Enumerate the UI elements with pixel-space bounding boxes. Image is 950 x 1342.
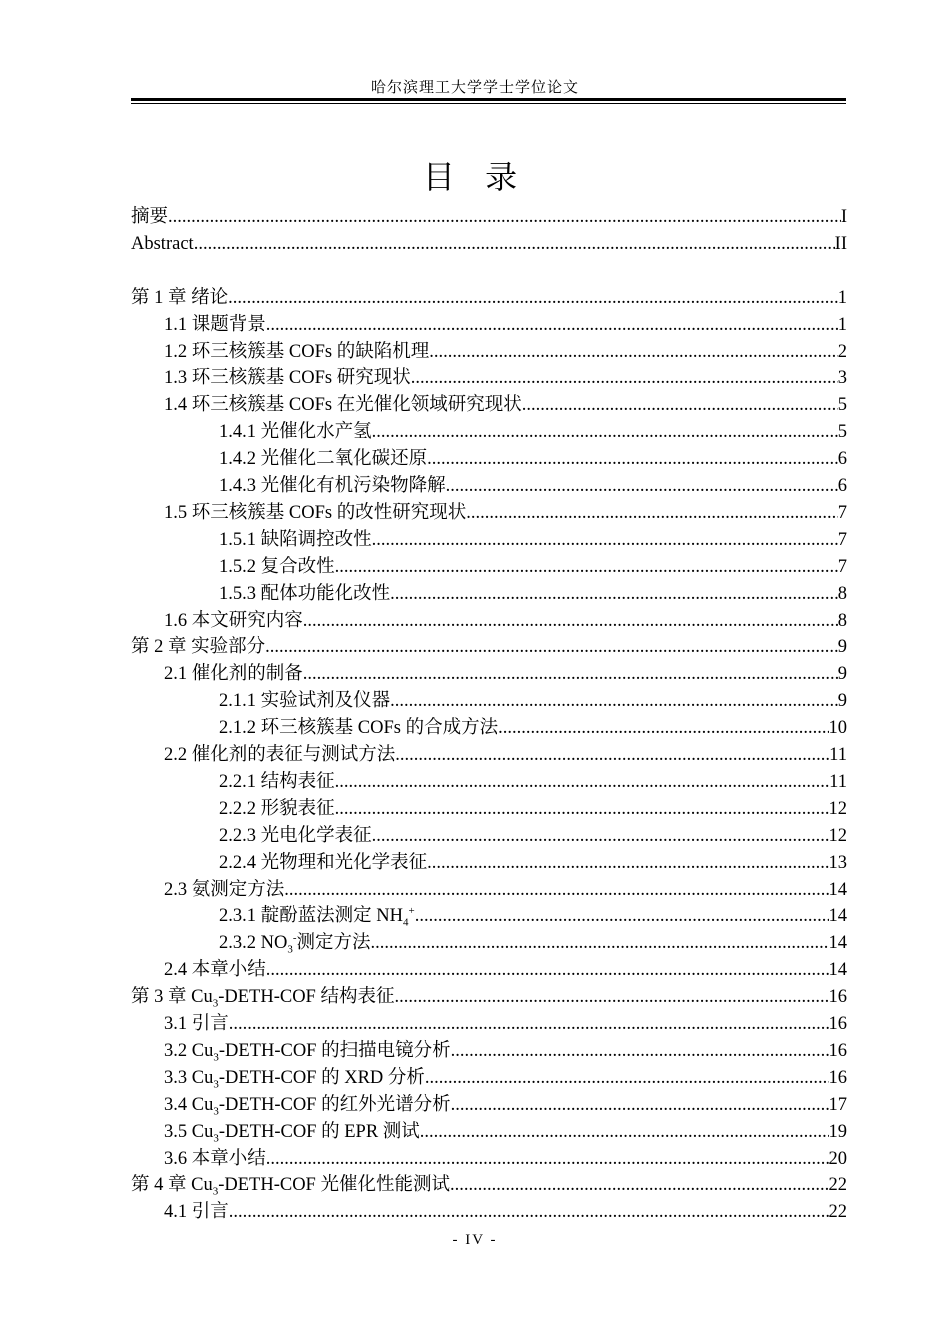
toc-entry[interactable] [131,823,847,849]
dot-leader [466,500,838,526]
toc-entry-text: 2.1.1 实验试剂及仪器 [219,691,391,712]
toc-entry-title [131,473,446,499]
toc-entry-text: 3.2 Cu [164,1040,214,1061]
toc-entry[interactable] [131,231,847,257]
running-header: 哈尔滨理工大学学士学位论文 [370,80,579,96]
subscript: 3 [213,1132,219,1145]
dot-leader [265,634,838,660]
toc-entry[interactable] [131,1011,847,1037]
dot-leader [266,957,829,983]
dot-leader [394,984,828,1010]
toc-entry-text: 1.4.1 光催化水产氢 [219,422,372,443]
toc-entry-text: -DETH-COF 的 XRD 分析 [218,1067,425,1088]
dot-leader [450,1172,829,1198]
toc-entry-title [131,1038,451,1064]
toc-entry-title [131,365,411,391]
dot-leader [372,527,838,553]
header-rule-thick [131,98,846,101]
dot-leader [425,1065,829,1091]
dot-leader [429,339,838,365]
toc-entry[interactable] [131,608,847,634]
toc-entry-page: 22 [828,1175,847,1196]
toc-entry-text: 2.2.4 光物理和光化学表征 [219,852,428,873]
toc-entry-title [131,823,372,849]
dot-leader [395,742,829,768]
toc-entry-title [131,608,303,634]
toc-entry-text: 第 3 章 Cu [131,987,213,1008]
toc-entry-text: 2.4 本章小结 [164,960,266,981]
toc-entry-text: 1.3 环三核簇基 COFs 研究现状 [164,368,411,389]
toc-entry[interactable] [131,1065,847,1091]
toc-entry-page: 16 [828,987,847,1008]
toc-entry-title [131,419,372,445]
toc-entry-page: 6 [837,476,847,496]
toc-entry-page: 16 [828,1014,847,1034]
toc-entry-text: 1.6 本文研究内容 [164,610,303,631]
toc-entry[interactable] [131,634,847,660]
toc-entry-title [131,1172,450,1198]
toc-entry-title [131,392,522,418]
dot-leader [303,608,838,634]
toc-entry[interactable] [131,365,847,391]
toc-entry-page: 12 [828,798,847,819]
toc-entry-title [131,769,335,795]
toc-entry-page: 10 [828,718,847,739]
toc-entry-title [131,715,498,741]
toc-entry-page: 14 [828,933,847,954]
toc-entry-text: 第 1 章 绪论 [131,287,229,308]
toc-entry-page: 22 [828,1202,847,1223]
toc-entry-page: 14 [828,960,847,981]
toc-entry-page: 14 [828,906,847,927]
toc-entry-text: 摘要 [131,207,169,227]
toc-entry-text: 1.5.2 复合改性 [219,556,335,577]
toc-entry-page: 9 [837,691,847,712]
toc-entry[interactable] [131,473,847,499]
toc-entry[interactable] [131,285,847,311]
toc-entry[interactable] [131,392,847,418]
toc-entry[interactable] [131,204,847,230]
toc-entry-title [131,446,427,472]
dot-leader [303,661,838,687]
toc-entry-text: 2.3.2 NO [219,933,288,954]
toc-entry-text: 2.2 催化剂的表征与测试方法 [164,745,396,765]
dot-leader [451,1038,829,1064]
toc-entry-text: 3.3 Cu [164,1067,214,1088]
toc-entry-page: II [834,233,847,254]
toc-entry-title [131,500,466,526]
toc-entry-title [131,930,371,956]
toc-entry-title [131,339,429,365]
toc-entry-text: 第 4 章 Cu [131,1175,213,1196]
dot-leader [284,877,828,903]
toc-entry-page: 7 [837,556,847,577]
toc-entry[interactable] [131,903,847,929]
toc-entry-text: 1.4.3 光催化有机污染物降解 [219,476,446,496]
subscript: 3 [213,1078,219,1091]
dot-leader [335,554,838,580]
toc-entry-text: 3.4 Cu [164,1094,214,1115]
toc-entry-text: 1.4 环三核簇基 COFs 在光催化领域研究现状 [164,395,522,416]
dot-leader [229,1199,829,1225]
toc-entry-title [131,1119,420,1145]
toc-entry-title [131,688,390,714]
toc-entry[interactable] [131,984,847,1010]
subscript: 3 [212,1186,219,1199]
toc-entry-page: 11 [829,771,847,792]
dot-leader [415,903,829,929]
toc-entry[interactable] [131,796,847,822]
toc-entry-title [131,877,284,903]
toc-entry-text: -DETH-COF 的红外光谱分析 [218,1094,451,1115]
toc-entry-page: 9 [837,637,847,658]
dot-leader [229,1011,829,1037]
toc-entry[interactable] [131,715,847,741]
toc-entry-title [131,527,372,553]
toc-entry-title [131,903,415,929]
dot-leader [335,796,829,822]
toc-entry-page: 12 [828,825,847,846]
toc-entry-text: 1.1 课题背景 [164,314,266,335]
superscript: + [408,905,415,918]
dot-leader [266,1146,829,1172]
toc-entry-title [131,581,390,607]
toc-entry-title [131,984,394,1010]
toc-entry-page: 3 [837,368,847,389]
dot-leader [168,204,841,230]
toc-entry-page: 7 [837,529,847,550]
dot-leader [522,392,838,418]
dot-leader [446,473,838,499]
subscript: 4 [402,917,409,930]
toc-entry-text: 测定方法 [296,933,371,954]
toc-entry-page: 8 [837,610,847,631]
toc-entry-text: 2.3 氨测定方法 [164,879,285,900]
toc-entry[interactable] [131,769,847,795]
toc-entry-title [131,312,266,338]
toc-entry[interactable] [131,581,847,607]
toc-entry-title [131,957,266,983]
toc-entry-text: 2.2.3 光电化学表征 [219,825,372,846]
dot-leader [371,930,829,956]
toc-entry-text: -DETH-COF 光催化性能测试 [218,1175,450,1196]
toc-entry[interactable] [131,930,847,956]
toc-title: 目 录 [422,158,528,196]
toc-entry-text: 4.1 引言 [164,1202,229,1223]
toc-entry[interactable] [131,1146,847,1172]
toc-entry-title [131,742,395,768]
toc-entry[interactable] [131,419,847,445]
toc-entry[interactable] [131,446,847,472]
dot-leader [451,1092,829,1118]
toc-entry[interactable] [131,527,847,553]
dot-leader [372,823,829,849]
toc-entry-text: 第 2 章 实验部分 [131,637,266,658]
toc-entry[interactable] [131,1199,847,1225]
toc-entry-page: 8 [837,583,847,604]
dot-leader [372,419,838,445]
toc-entry-title [131,634,265,660]
dot-leader [266,312,838,338]
toc-entry-text: 1.2 环三核簇基 COFs 的缺陷机理 [164,341,430,362]
toc-entry-text: 1.5.3 配体功能化改性 [219,583,391,604]
toc-entry-page: 5 [837,422,847,443]
toc-entry[interactable] [131,1038,847,1064]
toc-entry[interactable] [131,877,847,903]
toc-entry-text: Abstract [131,233,194,254]
toc-entry-title [131,554,335,580]
toc-entry-page: 16 [828,1040,847,1061]
toc-entry[interactable] [131,312,847,338]
toc-entry-title [131,285,228,311]
page-number: - IV - [452,1232,498,1248]
toc-entry-text: 3.1 引言 [164,1014,229,1034]
dot-leader [194,231,835,257]
toc-entry-page: 11 [829,745,847,765]
toc-entry-text: 2.3.1 靛酚蓝法测定 NH [219,906,403,927]
toc-entry-text: 1.4.2 光催化二氧化碳还原 [219,449,428,470]
toc-entry-page: 16 [828,1067,847,1088]
toc-entry[interactable] [131,957,847,983]
toc-entry-title [131,204,168,230]
toc-entry-text: -DETH-COF 的 EPR 测试 [218,1121,420,1142]
toc-entry-text: 1.5 环三核簇基 COFs 的改性研究现状 [164,502,467,523]
toc-entry-title [131,796,335,822]
dot-leader [427,850,828,876]
toc-entry[interactable] [131,742,847,768]
toc-entry-title [131,1092,451,1118]
toc-entry-page: 5 [837,395,847,416]
dot-leader [335,769,830,795]
toc-entry-title [131,231,194,257]
toc-entry-title [131,1146,266,1172]
toc-entry-page: 1 [837,314,847,335]
toc-entry[interactable] [131,554,847,580]
toc-entry-text: 3.5 Cu [164,1121,214,1142]
toc-entry-text: 1.5.1 缺陷调控改性 [219,529,372,550]
toc-entry-text: 3.6 本章小结 [164,1148,266,1169]
toc-entry-page: 14 [828,879,847,900]
subscript: 3 [213,1051,219,1064]
toc-entry-page: 7 [837,502,847,523]
toc-entry-page: 1 [837,287,847,308]
toc-entry-text: 2.1.2 环三核簇基 COFs 的合成方法 [219,718,499,739]
toc-entry[interactable] [131,500,847,526]
toc-entry-title [131,1199,229,1225]
toc-entry[interactable] [131,1092,847,1118]
toc-entry[interactable] [131,1172,847,1198]
toc-entry-text: 2.2.1 结构表征 [219,771,335,792]
superscript: - [292,932,297,945]
toc-entry[interactable] [131,1119,847,1145]
toc-entry[interactable] [131,850,847,876]
dot-leader [390,688,838,714]
toc-entry[interactable] [131,688,847,714]
dot-leader [228,285,838,311]
dot-leader [427,446,838,472]
dot-leader [498,715,828,741]
dot-leader [420,1119,829,1145]
header-rule-thin [131,103,846,104]
toc-entry-text: -DETH-COF 的扫描电镜分析 [218,1040,451,1061]
toc-entry-page: 13 [828,852,847,873]
subscript: 3 [213,1105,219,1118]
subscript: 3 [287,943,293,956]
toc-entry-page: 19 [828,1121,847,1142]
toc-entry-page: 20 [828,1148,847,1169]
dot-leader [390,581,838,607]
toc-entry-page: 2 [837,341,847,362]
toc-entry-text: 2.2.2 形貌表征 [219,798,335,819]
toc-entry-text: 2.1 催化剂的制备 [164,664,303,685]
toc-entry-page: I [840,207,847,227]
toc-entry-title [131,1065,425,1091]
toc-entry-title [131,661,303,687]
toc-entry-title [131,1011,229,1037]
toc-entry-page: 6 [837,449,847,470]
toc-entry[interactable] [131,339,847,365]
toc-entry-title [131,850,427,876]
toc-entry-text: -DETH-COF 结构表征 [218,987,395,1008]
toc-entry[interactable] [131,661,847,687]
toc-entry-page: 17 [828,1094,847,1115]
toc-entry-page: 9 [837,664,847,685]
subscript: 3 [212,997,219,1010]
dot-leader [411,365,838,391]
